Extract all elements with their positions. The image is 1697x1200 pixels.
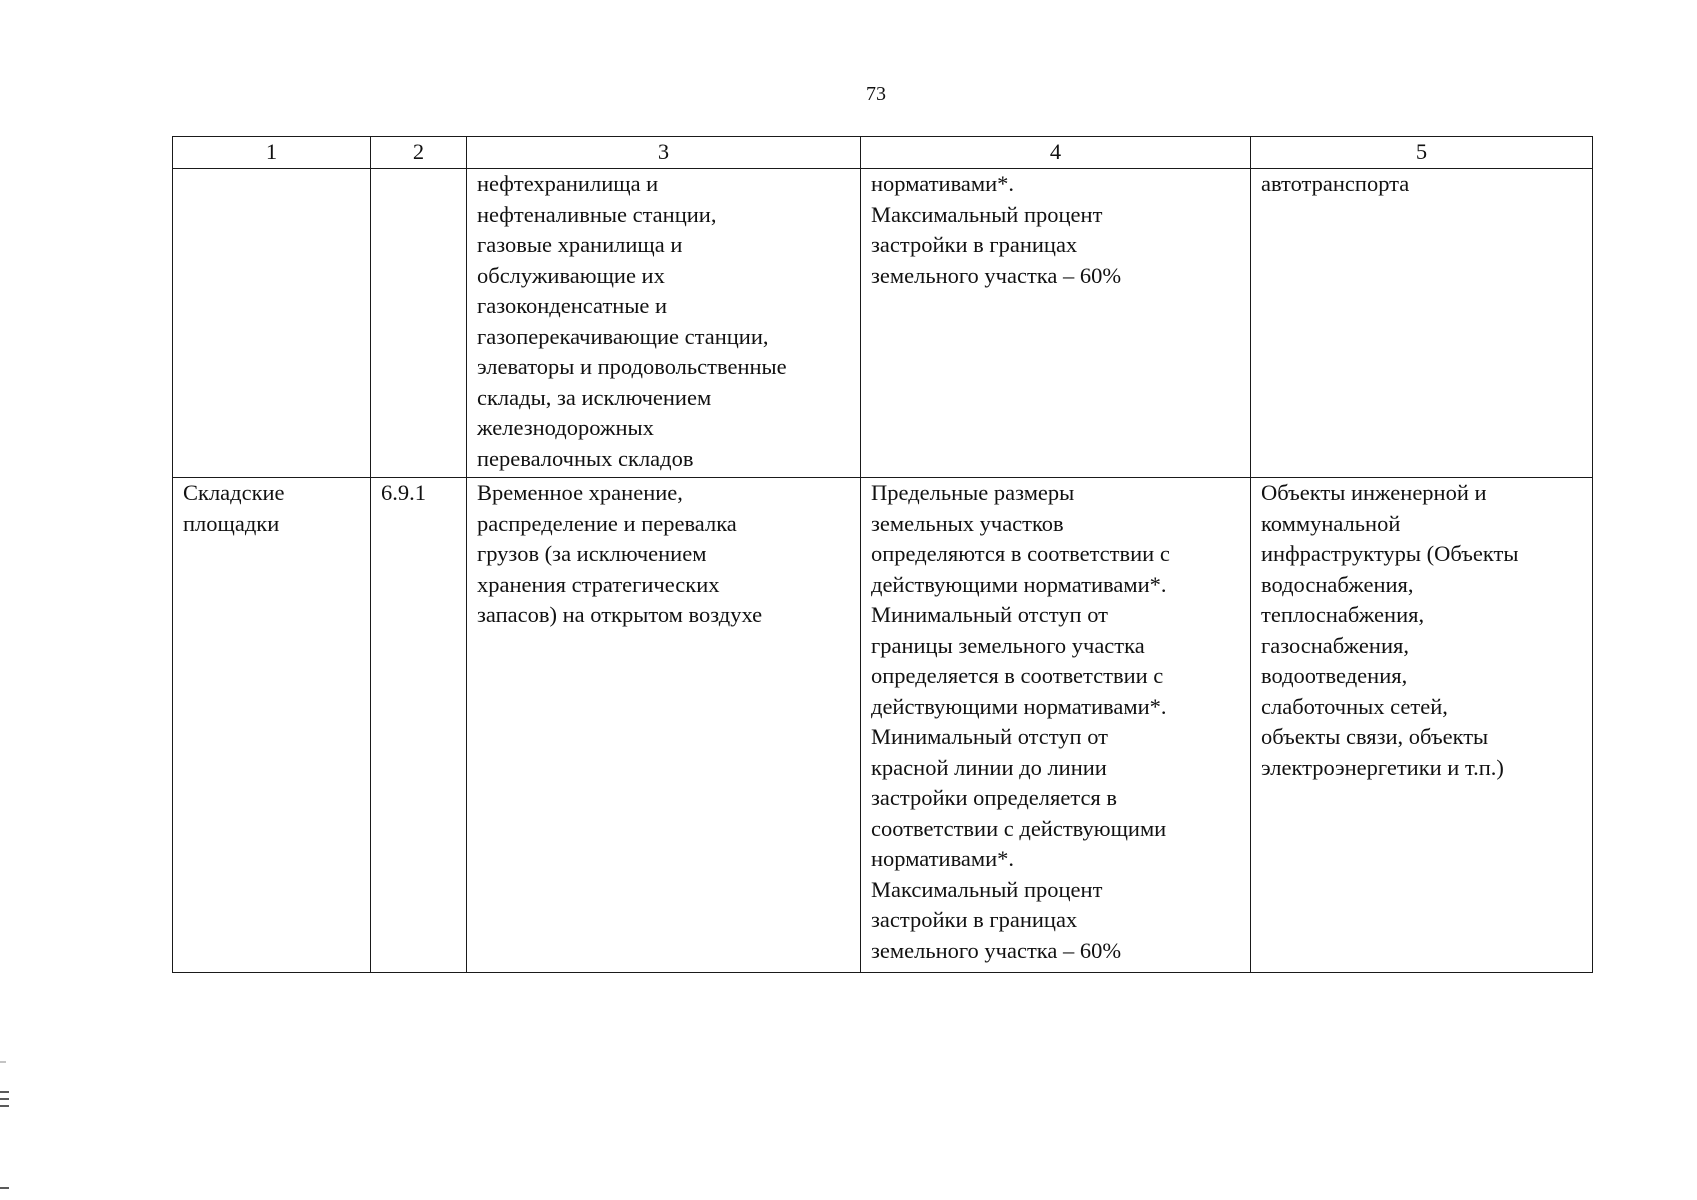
zoning-table xyxy=(172,136,1593,973)
table-row xyxy=(173,169,1593,478)
table-header-row xyxy=(173,137,1593,169)
auxiliary-uses-cell: автотранспорта xyxy=(1251,169,1593,478)
column-number-1: 1 xyxy=(173,137,371,169)
column-number-2: 2 xyxy=(371,137,467,169)
use-code-cell: 6.9.1 xyxy=(371,478,467,973)
column-number-4: 4 xyxy=(861,137,1251,169)
parameters-cell: Предельные размеры земельных участков определяются в соответствии с действующими нормативами*. Минимальный отступ от границы земельного участка определяется в соответствии с действующими нормативами*. Минимальный отступ от красной линии до линии застройки определяется в соответствии с действующими нормативами*. Максимальный процент застройки в границах земельного участка – 60% xyxy=(861,478,1251,973)
use-type-cell xyxy=(173,169,371,478)
use-description-cell: Временное хранение, распределение и перевалка грузов (за исключением хранения стратегических запасов) на открытом воздухе xyxy=(467,478,861,973)
column-number-5: 5 xyxy=(1251,137,1593,169)
page-number: 73 xyxy=(866,83,886,105)
parameters-cell: нормативами*. Максимальный процент застройки в границах земельного участка – 60% xyxy=(861,169,1251,478)
auxiliary-uses-cell: Объекты инженерной и коммунальной инфраструктуры (Объекты водоснабжения, теплоснабжения, газоснабжения, водоотведения, слаботочных сетей, объекты связи, объекты электроэнергетики и т.п.) xyxy=(1251,478,1593,973)
binding-edge-marks xyxy=(0,1060,12,1200)
use-code-cell xyxy=(371,169,467,478)
table-row xyxy=(173,478,1593,973)
column-number-3: 3 xyxy=(467,137,861,169)
use-description-cell: нефтехранилища и нефтеналивные станции, газовые хранилища и обслуживающие их газоконденсатные и газоперекачивающие станции, элеваторы и продовольственные склады, за исключением железнодорожных перевалочных складов xyxy=(467,169,861,478)
use-type-cell: Складские площадки xyxy=(173,478,371,973)
